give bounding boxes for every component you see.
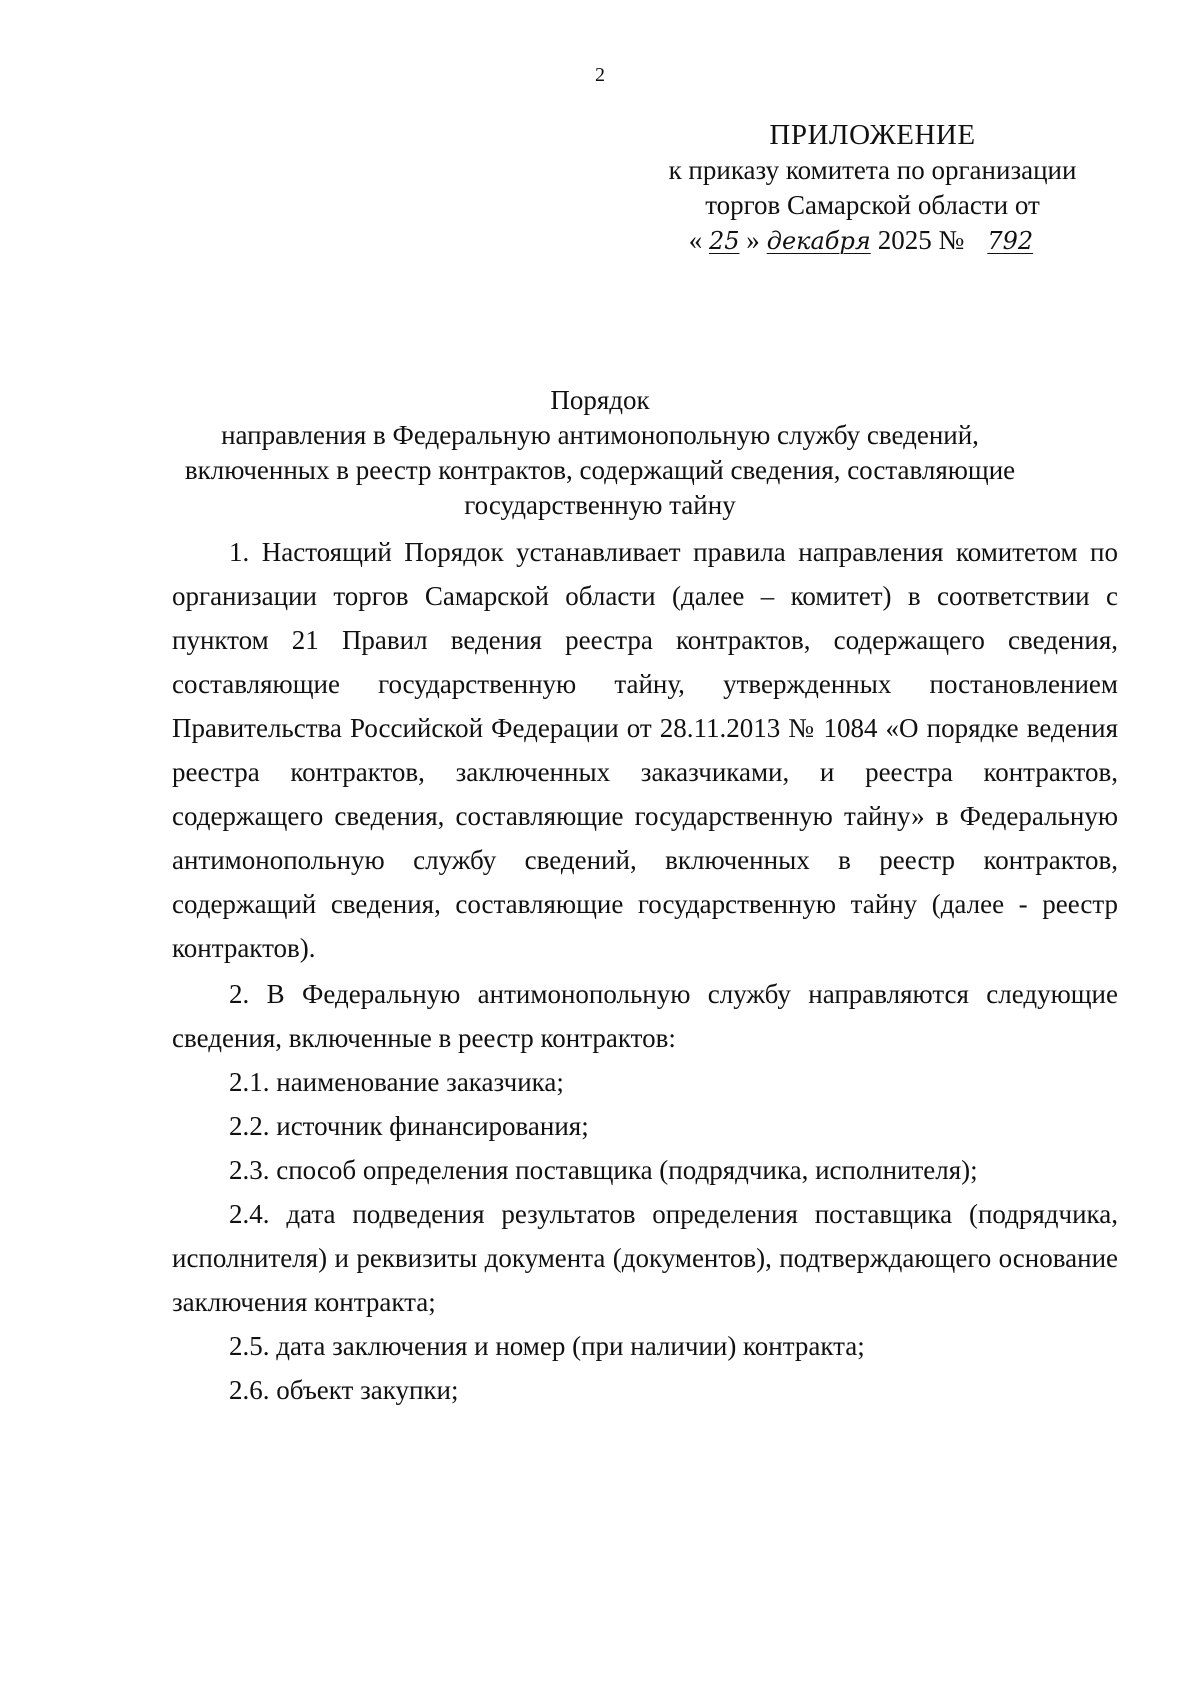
- list-item-2-6: 2.6. объект закупки;: [229, 1375, 459, 1405]
- order-date-line: [689, 223, 1057, 259]
- date-close-quote: »: [746, 225, 760, 255]
- appendix-line-2: торгов Самарской области от: [705, 190, 1040, 220]
- document-body: [172, 530, 1118, 1412]
- date-open-quote: «: [688, 225, 703, 255]
- document-heading: [160, 383, 1040, 523]
- handwritten-order-number: 792: [987, 227, 1034, 255]
- paragraph-2: 2. В Федеральную антимонопольную службу направляются следующие сведения, включенные в реестр контрактов:: [172, 979, 1118, 1053]
- heading-line-3: государственную тайну: [464, 490, 736, 520]
- paragraph-1: 1. Настоящий Порядок устанавливает правила направления комитетом по организации торгов Самарской области (далее – комитет) в соответствии с пунктом 21 Правил ведения реестра контрактов, содержащего сведения, составляющие государственную тайну, утвержденных постановлением Правительства Российской Федерации от 28.11.2013 № 1084 «О порядке ведения реестра контрактов, заключенных заказчиками, и реестра контрактов, содержащего сведения, составляющие государственную тайну» в Федеральную антимонопольную службу сведений, включенных в реестр контрактов, содержащий сведения, составляющие государственную тайну (далее - реестр контрактов).: [172, 537, 1118, 963]
- handwritten-day: 25: [708, 227, 740, 255]
- heading-title: Порядок: [550, 385, 650, 415]
- appendix-line-1: к приказу комитета по организации: [668, 155, 1077, 185]
- heading-line-2: включенных в реестр контрактов, содержащий сведения, составляющие: [184, 455, 1016, 485]
- heading-line-1: направления в Федеральную антимонопольную службу сведений,: [221, 420, 979, 450]
- appendix-header: [620, 118, 1125, 259]
- number-sign: №: [938, 225, 965, 255]
- appendix-title: ПРИЛОЖЕНИЕ: [769, 119, 976, 151]
- page-number: 2: [595, 64, 605, 86]
- list-item-2-2: 2.2. источник финансирования;: [229, 1111, 589, 1141]
- list-item-2-4: 2.4. дата подведения результатов определения поставщика (подрядчика, исполнителя) и реквизиты документа (документов), подтверждающего основание заключения контракта;: [172, 1199, 1118, 1317]
- list-item-2-3: 2.3. способ определения поставщика (подрядчика, исполнителя);: [229, 1155, 978, 1185]
- handwritten-month: декабря: [766, 227, 871, 255]
- order-year: 2025: [877, 225, 932, 255]
- list-item-2-1: 2.1. наименование заказчика;: [229, 1067, 564, 1097]
- list-item-2-5: 2.5. дата заключения и номер (при наличии) контракта;: [229, 1331, 865, 1361]
